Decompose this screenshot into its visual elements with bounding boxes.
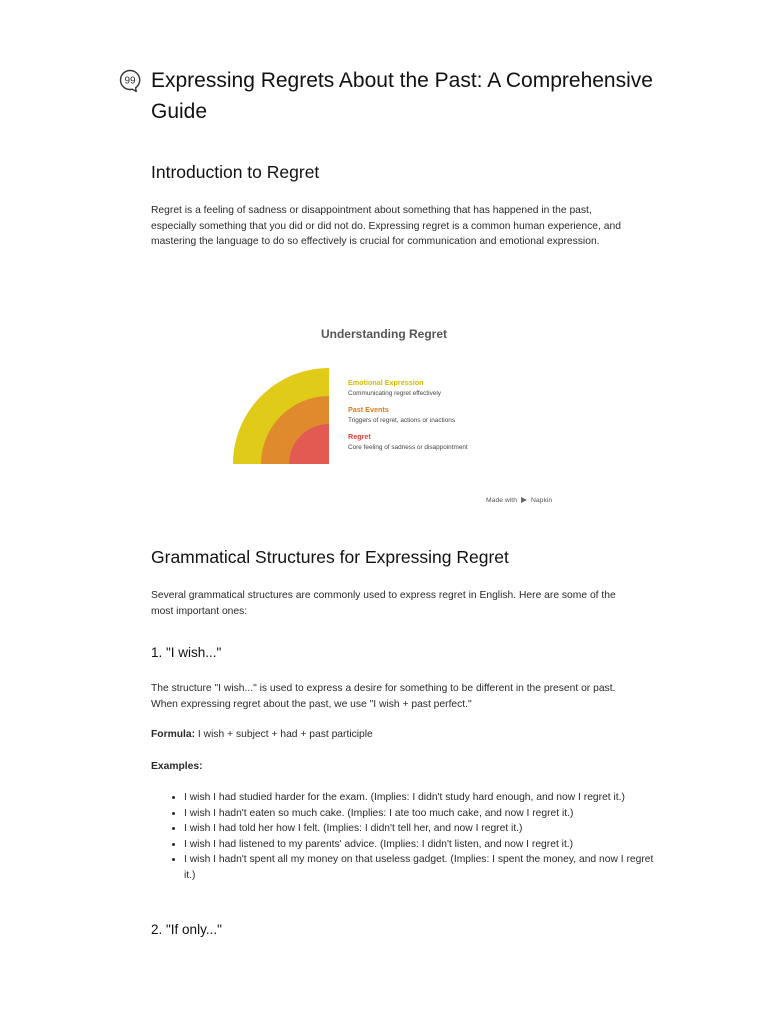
layer-desc-past-events: Triggers of regret, actions or inactions xyxy=(348,417,456,424)
examples-list xyxy=(151,790,654,884)
made-with-napkin xyxy=(486,496,552,504)
layer-label-past-events: Past Events xyxy=(348,405,389,414)
regret-layers-diagram xyxy=(228,368,338,468)
intro-heading: Introduction to Regret xyxy=(151,162,320,182)
layer-desc-emotional-expression: Communicating regret effectively xyxy=(348,390,441,397)
page-title: Expressing Regrets About the Past: A Comprehensive Guide xyxy=(151,69,653,123)
napkin-brand: Napkin xyxy=(530,496,553,504)
layer-label-regret: Regret xyxy=(348,432,371,441)
list-item: • I wish I hadn't eaten so much cake. (Implies: I ate too much cake, and now I regret it.) xyxy=(184,806,654,822)
made-with-label: Made with xyxy=(486,496,517,504)
list-item: • I wish I had told her how I felt. (Implies: I didn't tell her, and now I regret it.) xyxy=(184,821,654,837)
grammar-paragraph: Several grammatical structures are commonly used to express regret in English. Here are some of the most important ones: xyxy=(151,590,616,617)
diagram-title: Understanding Regret xyxy=(320,327,447,341)
examples-label: Examples: xyxy=(151,761,203,772)
layer-desc-regret: Core feeling of sadness or disappointment xyxy=(348,444,468,451)
layer-label-emotional-expression: Emotional Expression xyxy=(348,378,424,387)
napkin-logo-icon xyxy=(520,496,528,504)
list-item: • I wish I hadn't spent all my money on that useless gadget. (Implies: I spent the money, and now I regret it.) xyxy=(184,852,654,883)
formula-label: Formula: xyxy=(151,729,196,740)
formula-line xyxy=(151,727,621,743)
list-item: • I wish I had studied harder for the exam. (Implies: I didn't study hard enough, and now I regret it.) xyxy=(184,790,654,806)
svg-text:99: 99 xyxy=(124,75,136,87)
wish-paragraph: The structure "I wish..." is used to express a desire for something to be different in the present or past. When expressing regret about the past, we use "I wish + past perfect." xyxy=(151,683,616,710)
formula-text: I wish + subject + had + past participle xyxy=(195,729,373,740)
grammar-heading: Grammatical Structures for Expressing Regret xyxy=(151,547,509,567)
list-item: • I wish I had listened to my parents' advice. (Implies: I didn't listen, and now I regret it.) xyxy=(184,837,654,853)
quote-bubble-icon xyxy=(118,68,142,92)
intro-paragraph: Regret is a feeling of sadness or disappointment about something that has happened in the past, especially something that you did or did not do. Expressing regret is a common human experience, and mastering the language to do so effectively is crucial for communication and emotional expression. xyxy=(151,205,621,248)
if-only-heading: 2. "If only..." xyxy=(151,922,222,937)
wish-heading: 1. "I wish..." xyxy=(151,645,222,660)
